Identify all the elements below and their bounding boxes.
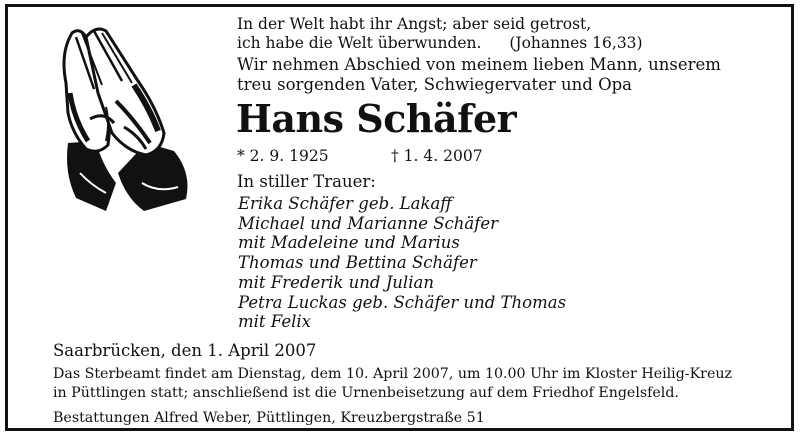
funeral-notice <box>53 365 732 403</box>
mourners-heading: In stiller Trauer: <box>237 172 376 191</box>
undertaker-info: Bestattungen Alfred Weber, Püttlingen, Kreuzbergstraße 51 <box>53 410 485 426</box>
survivor-line: mit Frederik und Julian <box>238 272 434 292</box>
place-date: Saarbrücken, den 1. April 2007 <box>53 341 317 360</box>
praying-hands-icon <box>46 23 196 213</box>
death-date: † 1. 4. 2007 <box>391 147 483 165</box>
verse-line-1: In der Welt habt ihr Angst; aber seid getrost, <box>237 15 592 33</box>
verse-reference: (Johannes 16,33) <box>509 34 643 52</box>
deceased-name: Hans Schäfer <box>236 96 517 141</box>
intro-line-1: Wir nehmen Abschied von meinem lieben Mann, unserem <box>237 55 721 74</box>
survivor-line: mit Madeleine und Marius <box>238 233 460 253</box>
survivor-line: Michael und Marianne Schäfer <box>238 213 498 233</box>
survivor-line: mit Felix <box>238 312 311 332</box>
funeral-notice-line-1: Das Sterbeamt findet am Dienstag, dem 10. April 2007, um 10.00 Uhr im Kloster Heilig-Kreuz <box>53 366 732 382</box>
intro-line-2: treu sorgenden Vater, Schwiegervater und Opa <box>237 75 633 94</box>
funeral-notice-line-2: in Püttlingen statt; anschließend ist die Urnenbeisetzung auf dem Friedhof Engelsfeld. <box>53 385 679 401</box>
survivor-list <box>238 194 566 332</box>
survivor-line: Erika Schäfer geb. Lakaff <box>238 194 453 213</box>
verse-text: ich habe die Welt überwunden. <box>237 34 482 52</box>
obituary-frame <box>5 4 794 431</box>
birth-date: * 2. 9. 1925 <box>237 147 329 165</box>
survivor-line: Petra Luckas geb. Schäfer und Thomas <box>238 292 567 312</box>
verse-line-2 <box>237 34 643 53</box>
survivor-line: Thomas und Bettina Schäfer <box>238 253 477 273</box>
